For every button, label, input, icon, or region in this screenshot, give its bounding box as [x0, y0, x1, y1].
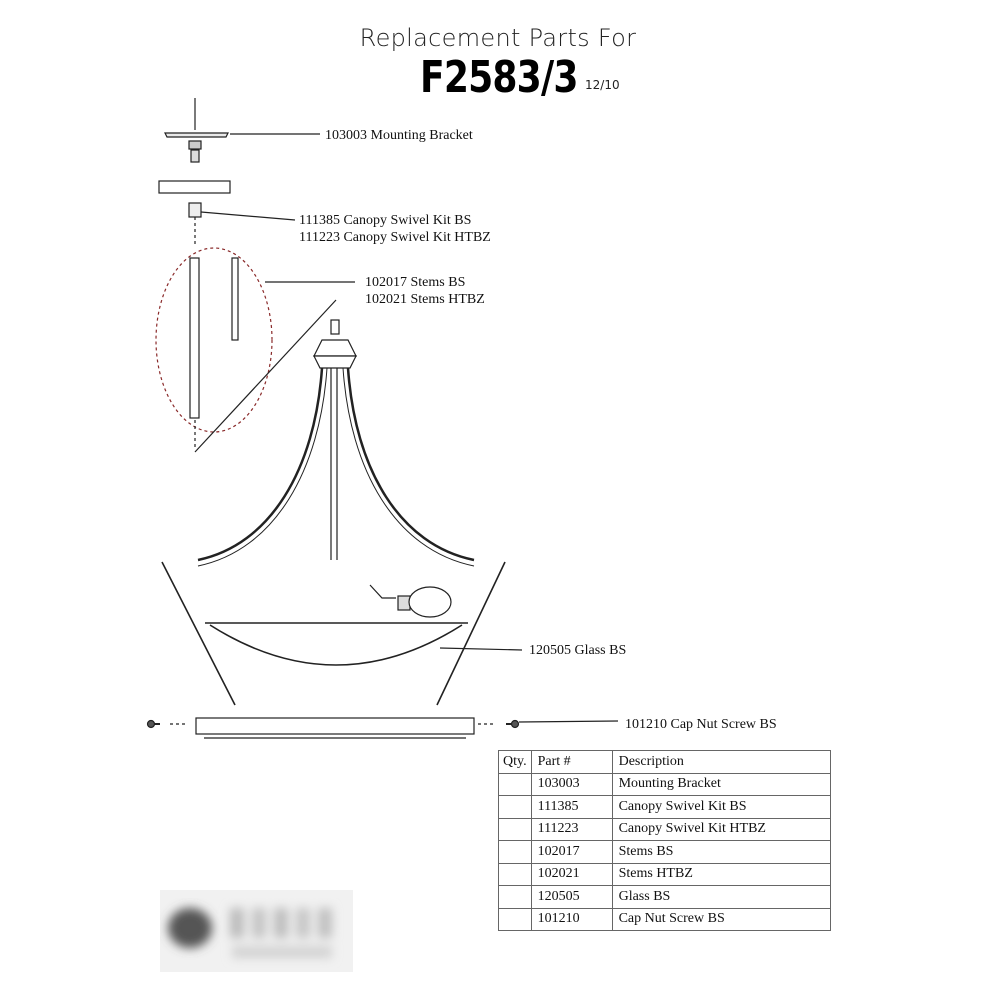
cell-qty	[499, 818, 532, 841]
stems-group-outline	[156, 248, 272, 432]
revision-date: 12/10	[585, 78, 620, 92]
short-stem-part	[232, 258, 238, 340]
cell-description: Cap Nut Screw BS	[612, 908, 830, 931]
cell-part: 102021	[531, 863, 612, 886]
right-cap-nut-screw	[506, 721, 519, 728]
assembly-guide-line	[195, 300, 336, 452]
cell-description: Glass BS	[612, 886, 830, 909]
canopy-part	[159, 181, 230, 193]
canopy-swivel-part	[189, 203, 201, 217]
parts-table	[498, 750, 831, 931]
blurred-logo	[160, 890, 353, 972]
table-row	[499, 886, 831, 909]
leader-cap-nut	[519, 721, 618, 722]
bulb-base	[398, 596, 410, 610]
leader-canopy-swivel	[201, 212, 295, 220]
cell-part: 111385	[531, 796, 612, 819]
cell-qty	[499, 886, 532, 909]
cell-part: 120505	[531, 886, 612, 909]
cell-description: Canopy Swivel Kit HTBZ	[612, 818, 830, 841]
bracket-nipple	[191, 150, 199, 162]
cell-part: 102017	[531, 841, 612, 864]
callout-mounting-bracket: 103003 Mounting Bracket	[325, 128, 473, 143]
callout-stems-htbz: 102021 Stems HTBZ	[365, 292, 485, 307]
cell-qty	[499, 908, 532, 931]
long-stem-part	[190, 258, 199, 418]
left-cap-nut-screw	[148, 721, 161, 728]
hub-nipple	[331, 320, 339, 334]
callout-canopy-bs: 111385 Canopy Swivel Kit BS	[299, 213, 472, 228]
model-number: F2583/3	[420, 52, 578, 103]
callout-cap-nut: 101210 Cap Nut Screw BS	[625, 717, 777, 732]
table-header-row	[499, 751, 831, 774]
glass-bowl-part	[210, 625, 462, 665]
left-arm	[198, 368, 322, 560]
bottom-band-part	[196, 718, 474, 734]
fixture-hub	[314, 340, 356, 356]
header-qty: Qty.	[499, 751, 532, 774]
header-part: Part #	[531, 751, 612, 774]
cell-qty	[499, 863, 532, 886]
table-row	[499, 863, 831, 886]
bulb-leader	[370, 585, 396, 598]
cell-description: Mounting Bracket	[612, 773, 830, 796]
header-description: Description	[612, 751, 830, 774]
cell-part: 101210	[531, 908, 612, 931]
mounting-bracket-part	[165, 133, 228, 137]
cell-part: 103003	[531, 773, 612, 796]
cell-description: Canopy Swivel Kit BS	[612, 796, 830, 819]
callout-glass: 120505 Glass BS	[529, 643, 627, 658]
leader-glass	[440, 648, 522, 650]
table-row	[499, 841, 831, 864]
callout-canopy-htbz: 111223 Canopy Swivel Kit HTBZ	[299, 230, 491, 245]
callout-stems-bs: 102017 Stems BS	[365, 275, 466, 290]
cell-qty	[499, 841, 532, 864]
light-bulb	[409, 587, 451, 617]
bracket-screw	[189, 141, 201, 149]
right-arm	[348, 368, 474, 560]
cell-description: Stems HTBZ	[612, 863, 830, 886]
table-row	[499, 908, 831, 931]
cell-part: 111223	[531, 818, 612, 841]
table-row	[499, 818, 831, 841]
table-row	[499, 796, 831, 819]
table-row	[499, 773, 831, 796]
page-title: Replacement Parts For	[359, 24, 637, 52]
cell-qty	[499, 796, 532, 819]
cell-description: Stems BS	[612, 841, 830, 864]
cell-qty	[499, 773, 532, 796]
